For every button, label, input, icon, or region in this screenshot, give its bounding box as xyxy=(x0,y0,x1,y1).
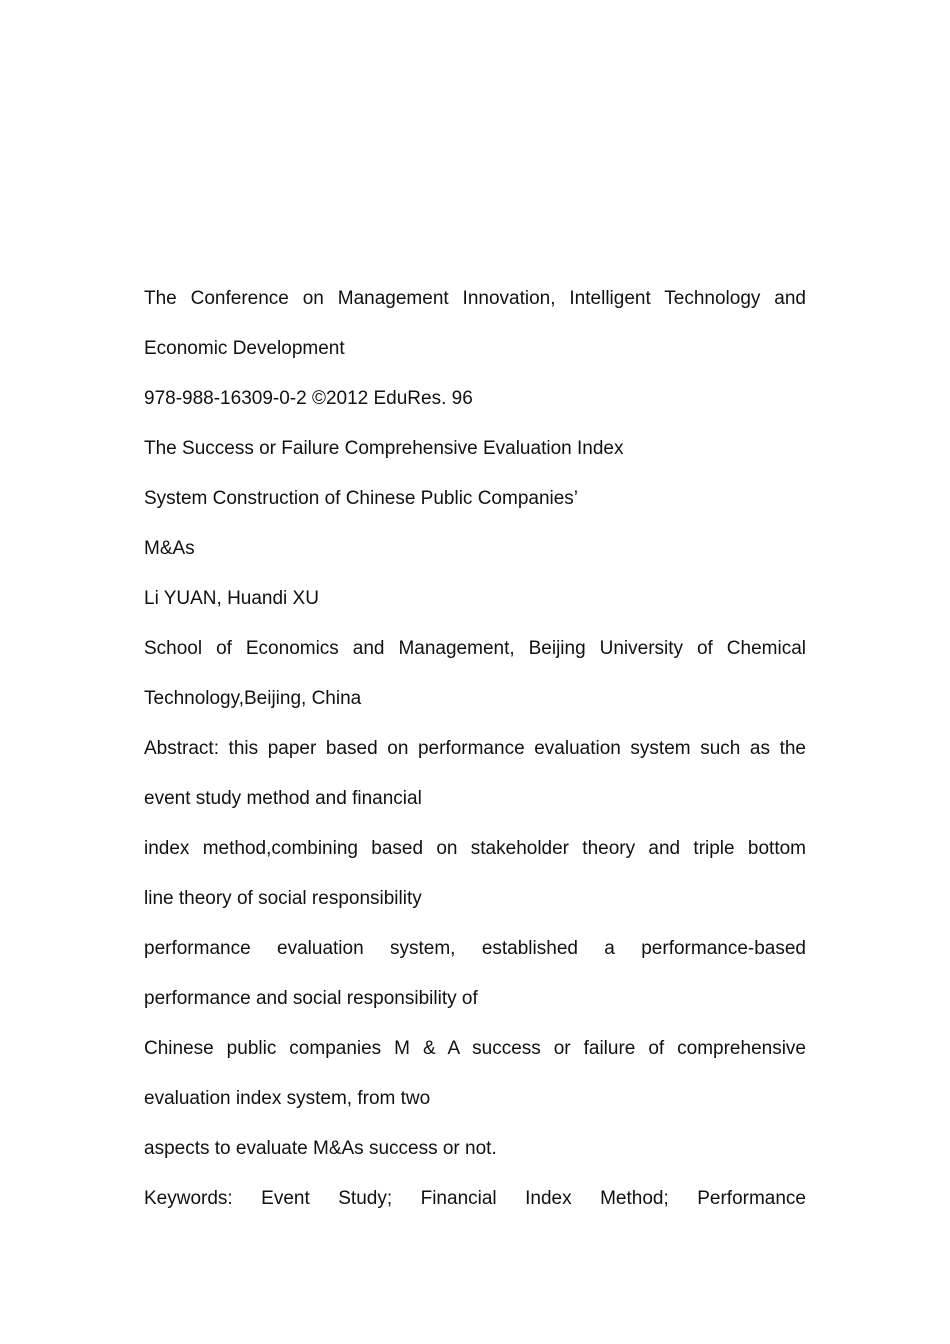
affiliation-line-1: School of Economics and Management, Beijing University of Chemical xyxy=(144,638,806,659)
affiliation-line-2: Technology,Beijing, China xyxy=(144,688,362,709)
keywords-line: Keywords: Event Study; Financial Index Method; Performance xyxy=(144,1188,806,1209)
title-line-2: System Construction of Chinese Public Companies’ xyxy=(144,488,579,509)
isbn-line: 978-988-16309-0-2 ©2012 EduRes. 96 xyxy=(144,388,473,409)
abstract-line-8: evaluation index system, from two xyxy=(144,1088,431,1109)
abstract-line-6: performance and social responsibility of xyxy=(144,988,478,1009)
conference-line-1: The Conference on Management Innovation, Intelligent Technology and xyxy=(144,288,806,309)
title-line-3: M&As xyxy=(144,538,195,559)
document-body xyxy=(144,274,806,1224)
abstract-line-9: aspects to evaluate M&As success or not. xyxy=(144,1138,497,1159)
abstract-line-4: line theory of social responsibility xyxy=(144,888,422,909)
abstract-line-3: index method,combining based on stakeholder theory and triple bottom xyxy=(144,838,806,859)
abstract-line-2: event study method and financial xyxy=(144,788,422,809)
authors-line: Li YUAN, Huandi XU xyxy=(144,588,319,609)
abstract-line-1: Abstract: this paper based on performance evaluation system such as the xyxy=(144,738,806,759)
abstract-line-5: performance evaluation system, established a performance-based xyxy=(144,938,806,959)
title-line-1: The Success or Failure Comprehensive Evaluation Index xyxy=(144,438,624,459)
abstract-line-7: Chinese public companies M & A success or failure of comprehensive xyxy=(144,1038,806,1059)
conference-line-2: Economic Development xyxy=(144,338,345,359)
